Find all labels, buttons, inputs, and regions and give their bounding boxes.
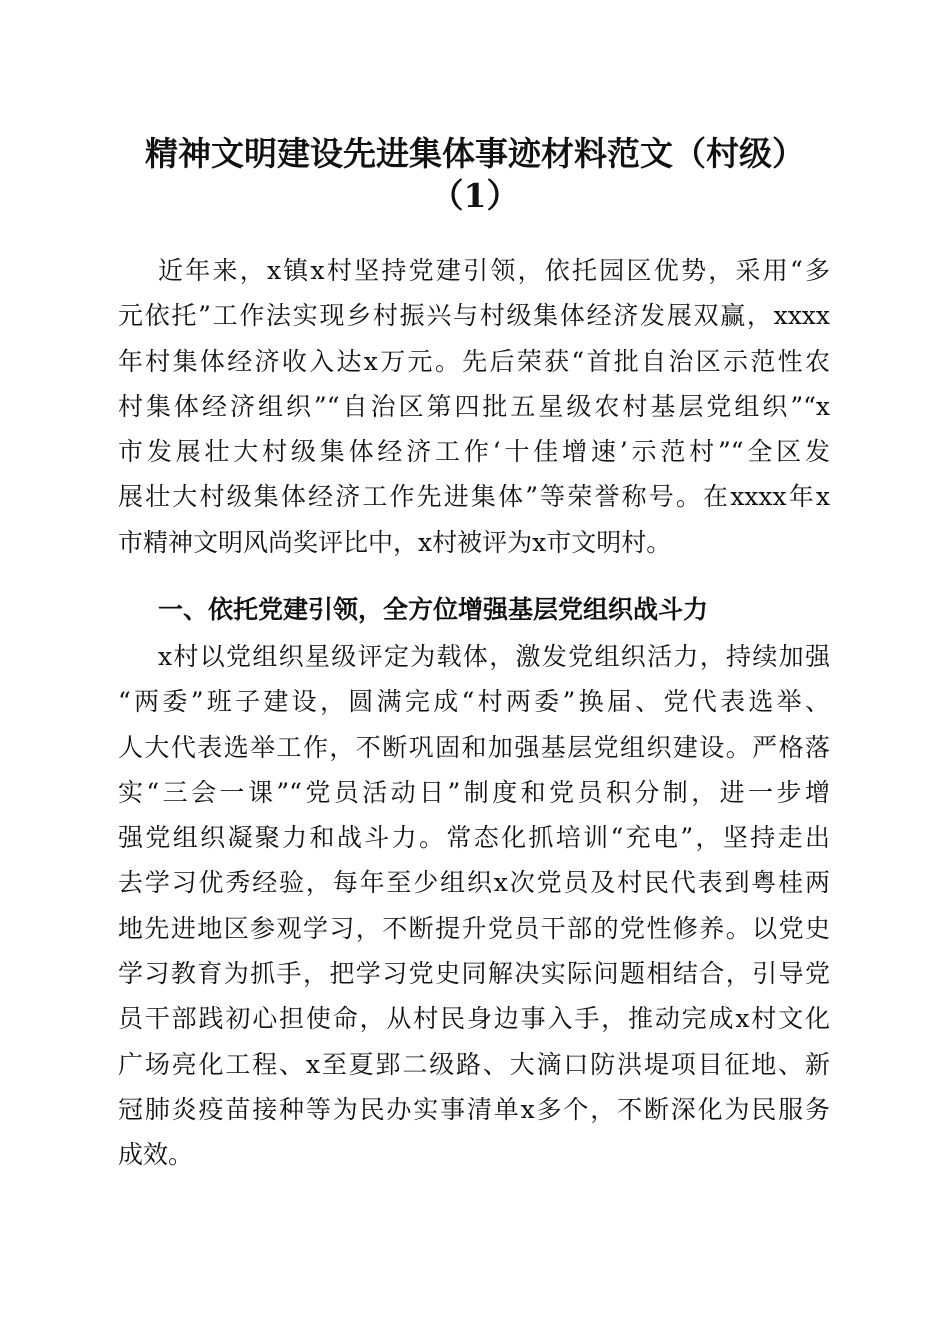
document-title: 精神文明建设先进集体事迹材料范文（村级） xyxy=(145,134,805,173)
text-line: 市精神文明风尚奖评比中，x村被评为x市文明村。 xyxy=(118,527,672,557)
text-line: 广场亮化工程、x至夏郢二级路、大滴口防洪堤项目征地、新 xyxy=(118,1049,830,1079)
text-line: 市发展壮大村级集体经济工作‘十佳增速’示范村”“全区发 xyxy=(118,437,830,467)
paragraph-intro xyxy=(118,248,830,565)
text-line: 元依托”工作法实现乡村振兴与村级集体经济发展双赢，xxxx xyxy=(118,301,830,331)
text-line: x村以党组织星级评定为载体，激发党组织活力，持续加强 xyxy=(158,642,830,671)
text-line: 员干部践初心担使命，从村民身边事入手，推动完成x村文化 xyxy=(118,1004,830,1034)
text-line: “两委”班子建设，圆满完成“村两委”换届、党代表选举、 xyxy=(118,687,830,717)
text-line: 冠肺炎疫苗接种等为民办实事清单x多个，不断深化为民服务 xyxy=(118,1094,830,1124)
text-line: 强党组织凝聚力和战斗力。常态化抓培训“充电”，坚持走出 xyxy=(118,823,830,853)
text-line: 地先进地区参观学习，不断提升党员干部的党性修养。以党史 xyxy=(118,913,830,943)
text-line: 展壮大村级集体经济工作先进集体”等荣誉称号。在xxxx年x xyxy=(118,482,830,512)
text-line: 去学习优秀经验，每年至少组织x次党员及村民代表到粤桂两 xyxy=(118,868,830,898)
text-line: 村集体经济组织”“自治区第四批五星级农村基层党组织”“x xyxy=(118,391,830,421)
section-heading: 一、依托党建引领，全方位增强基层党组织战斗力 xyxy=(158,595,709,624)
text-line: 实“三会一课”“党员活动日”制度和党员积分制，进一步增 xyxy=(118,777,830,807)
text-line: 近年来，x镇x村坚持党建引领，依托园区优势，采用“多 xyxy=(158,256,830,285)
paragraph-section-1 xyxy=(118,634,830,1178)
text-line: 人大代表选举工作，不断巩固和加强基层党组织建设。严格落 xyxy=(118,732,830,762)
text-line: 成效。 xyxy=(118,1140,194,1170)
text-line: 年村集体经济收入达x万元。先后荣获“首批自治区示范性农 xyxy=(118,346,830,376)
text-line: 学习教育为抓手，把学习党史同解决实际问题相结合，引导党 xyxy=(118,959,830,989)
document-title-number: （1） xyxy=(430,176,520,215)
